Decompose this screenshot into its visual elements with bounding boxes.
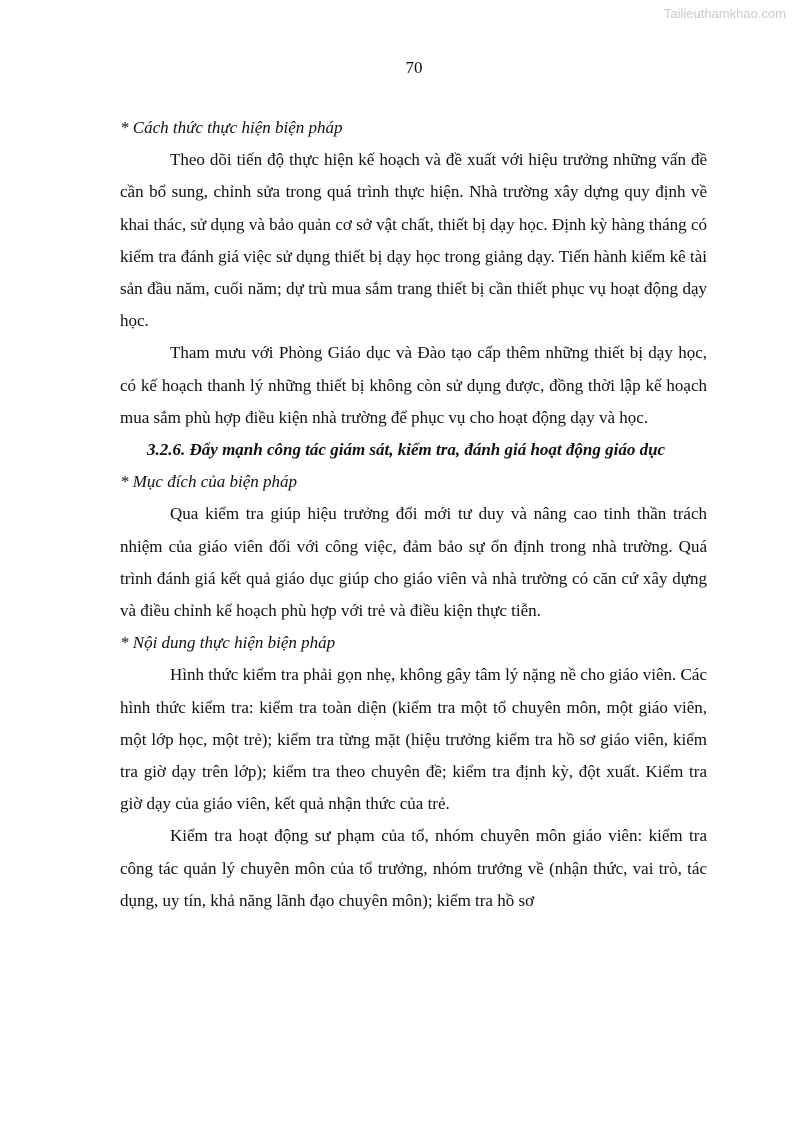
paragraph: Qua kiểm tra giúp hiệu trưởng đổi mới tư duy và nâng cao tinh thần trách nhiệm của giáo viên đối với công việc, đảm bảo sự ổn định trong nhà trường. Quá trình đánh giá kết quả giáo dục giúp cho giáo viên và nhà trường có căn cứ xây dựng và điều chỉnh kế hoạch phù hợp với trẻ và điều kiện thực tiễn. [120, 504, 707, 621]
subheading-content: * Nội dung thực hiện biện pháp [120, 633, 336, 653]
page-number: 70 [405, 58, 423, 77]
section-heading: 3.2.6. Đẩy mạnh công tác giám sát, kiểm tra, đánh giá hoạt động giáo dục [147, 440, 666, 460]
document-body [120, 112, 707, 917]
subheading-method: * Cách thức thực hiện biện pháp [120, 118, 343, 137]
subheading-purpose: * Mục đích của biện pháp [120, 472, 298, 492]
watermark: Tailieuthamkhao.com [663, 6, 786, 21]
paragraph: Hình thức kiểm tra phải gọn nhẹ, không gây tâm lý nặng nề cho giáo viên. Các hình thức kiểm tra: kiểm tra toàn diện (kiểm tra một tổ chuyên môn, một giáo viên, một lớp học, một trẻ); kiểm tra từng mặt (hiệu trưởng kiểm tra hồ sơ giáo viên, kiểm tra giờ dạy trên lớp); kiểm tra theo chuyên đề; kiểm tra định kỳ, đột xuất. Kiểm tra giờ dạy của giáo viên, kết quả nhận thức của trẻ. [120, 665, 707, 814]
paragraph: Kiểm tra hoạt động sư phạm của tổ, nhóm chuyên môn giáo viên: kiểm tra công tác quản lý chuyên môn của tổ trưởng, nhóm trưởng về (nhận thức, vai trò, tác dụng, uy tín, khả năng lãnh đạo chuyên môn); kiểm tra hồ sơ [120, 826, 707, 910]
paragraph: Tham mưu với Phòng Giáo dục và Đào tạo cấp thêm những thiết bị dạy học, có kế hoạch thanh lý những thiết bị không còn sử dụng được, đồng thời lập kế hoạch mua sắm phù hợp điều kiện nhà trường để phục vụ cho hoạt động dạy và học. [120, 343, 707, 427]
paragraph: Theo dõi tiến độ thực hiện kế hoạch và đề xuất với hiệu trưởng những vấn đề cần bổ sung, chỉnh sửa trong quá trình thực hiện. Nhà trường xây dựng quy định về khai thác, sử dụng và bảo quản cơ sở vật chất, thiết bị dạy học. Định kỳ hàng tháng có kiểm tra đánh giá việc sử dụng thiết bị dạy học trong giảng dạy. Tiến hành kiểm kê tài sản đầu năm, cuối năm; dự trù mua sắm trang thiết bị cần thiết phục vụ hoạt động dạy học. [120, 150, 707, 331]
